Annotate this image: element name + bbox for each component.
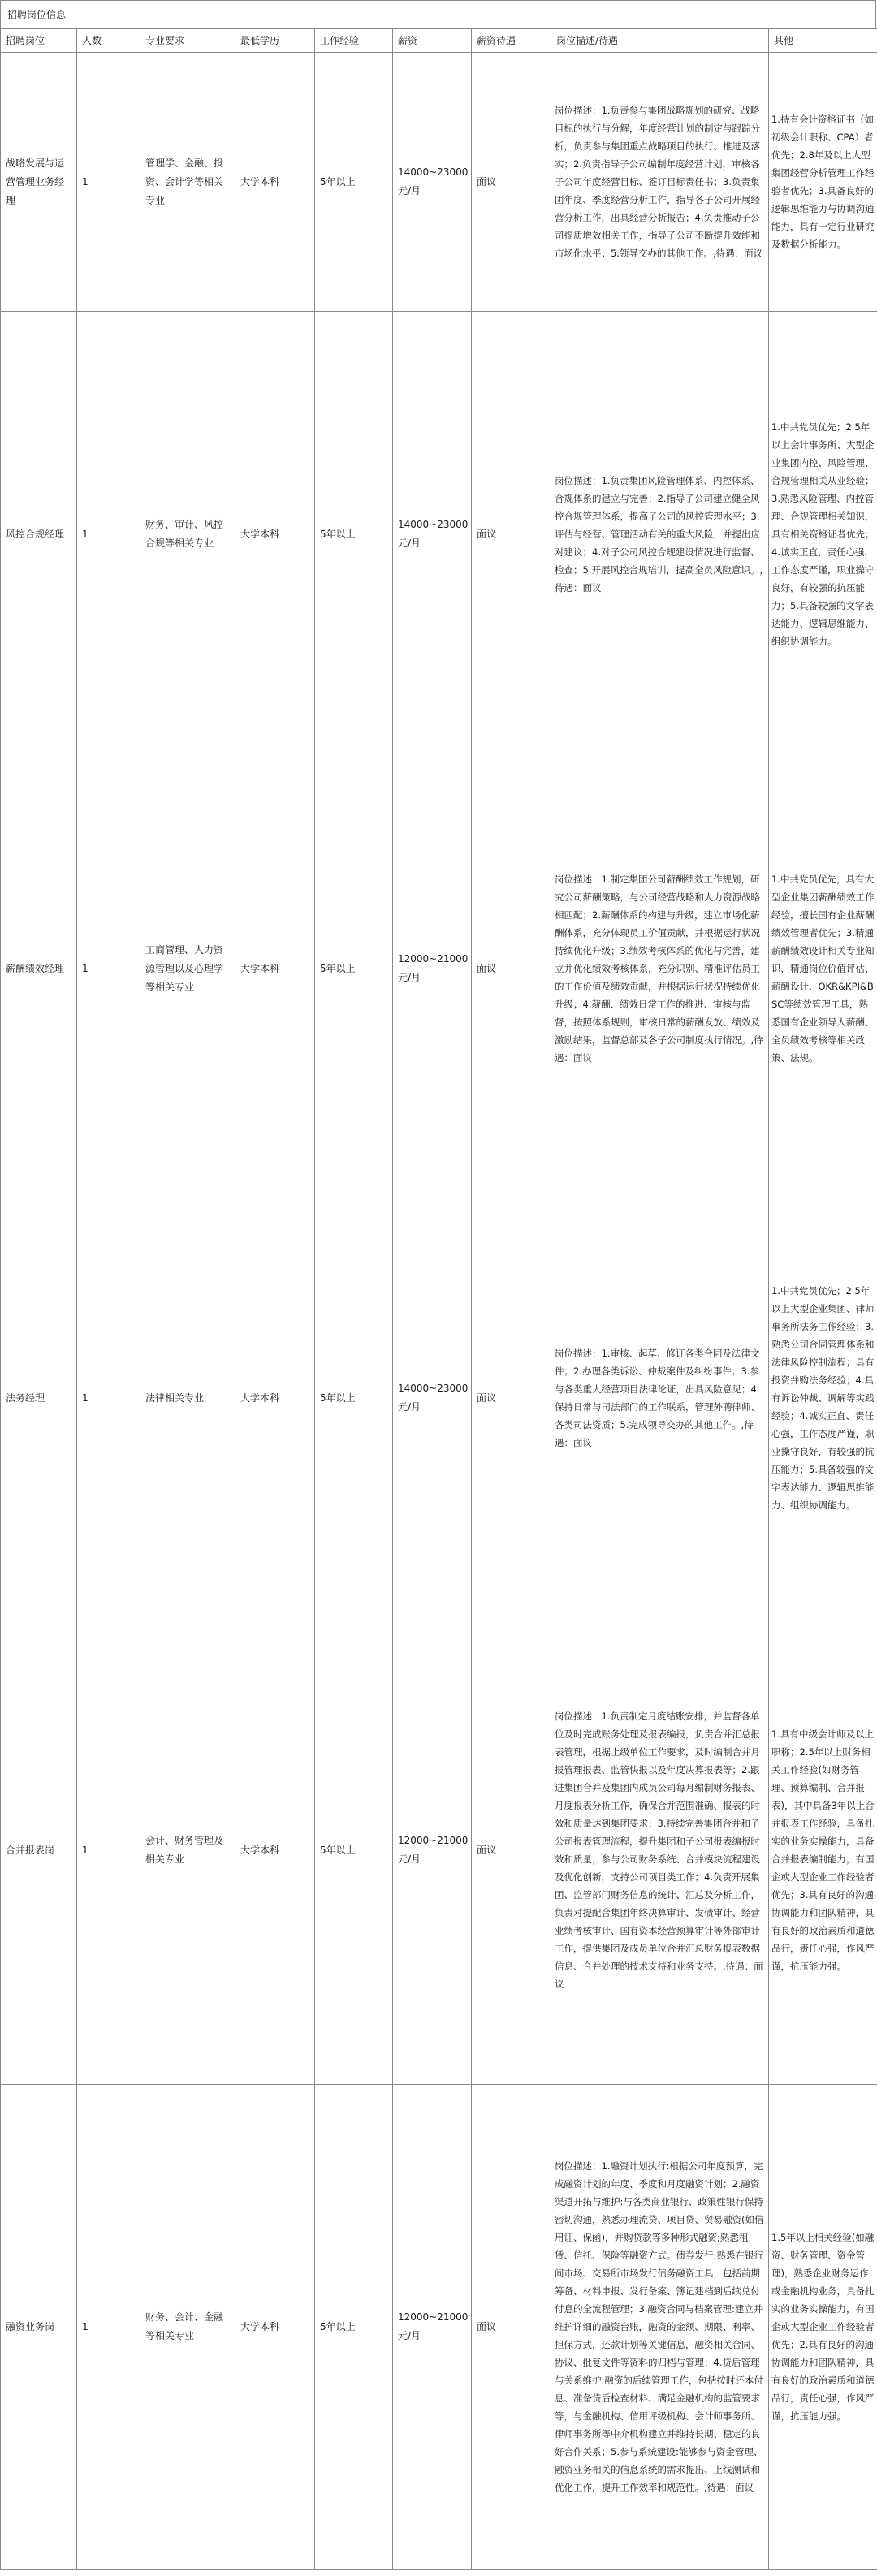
- header-description: 岗位描述/待遇: [551, 29, 769, 53]
- header-major: 专业要求: [140, 29, 235, 53]
- cell-salary: 12000~21000元/月: [393, 2085, 472, 2570]
- cell-treatment: 面议: [472, 1180, 551, 1616]
- cell-other: 1.持有会计资格证书（如初级会计职称、CPA）者优先；2.8年及以上大型集团经营分析管理工作经验者优先；3.具备良好的逻辑思维能力与协调沟通能力，具有一定行业研究及数据分析能力。: [769, 53, 877, 312]
- cell-experience: 5年以上: [315, 312, 393, 757]
- cell-major: 法律相关专业: [140, 1180, 235, 1616]
- cell-education: 大学本科: [235, 757, 315, 1180]
- table-row: [1, 1616, 877, 2085]
- cell-salary: 12000~21000元/月: [393, 1616, 472, 2085]
- cell-count: 1: [77, 2085, 140, 2570]
- header-position: 招聘岗位: [1, 29, 77, 53]
- cell-treatment: 面议: [472, 757, 551, 1180]
- cell-other: 1.中共党员优先；2.5年以上大型企业集团、律师事务所法务工作经验；3.熟悉公司合同管理体系和法律风险控制流程；具有投资并购法务经验；4.具有诉讼仲裁、调解等实践经验；4.诚实正直、责任心强，工作态度严谨，职业操守良好，有较强的抗压能力；5.具备较强的文字表达能力、逻辑思维能力、组织协调能力。: [769, 1180, 877, 1616]
- header-row: [1, 29, 877, 53]
- table-row: [1, 757, 877, 1180]
- cell-position: 薪酬绩效经理: [1, 757, 77, 1180]
- cell-experience: 5年以上: [315, 2085, 393, 2570]
- cell-treatment: 面议: [472, 1616, 551, 2085]
- cell-position: 战略发展与运营管理业务经理: [1, 53, 77, 312]
- cell-count: 1: [77, 1616, 140, 2085]
- cell-experience: 5年以上: [315, 1616, 393, 2085]
- cell-salary: 14000~23000元/月: [393, 312, 472, 757]
- header-experience: 工作经验: [315, 29, 393, 53]
- cell-count: 1: [77, 53, 140, 312]
- cell-treatment: 面议: [472, 312, 551, 757]
- cell-position: 融资业务岗: [1, 2085, 77, 2570]
- cell-other: 1.中共党员优先，具有大型企业集团薪酬绩效工作经验，擅长国有企业薪酬绩效管理者优先；3.精通薪酬绩效设计相关专业知识，精通岗位价值评估、薪酬设计、OKR&KPI&BSC等绩效管理工具，熟悉国有企业领导人薪酬、全员绩效考核等相关政策、法规。: [769, 757, 877, 1180]
- table-row: [1, 53, 877, 312]
- cell-major: 管理学、金融、投资、会计学等相关专业: [140, 53, 235, 312]
- cell-education: 大学本科: [235, 53, 315, 312]
- cell-count: 1: [77, 312, 140, 757]
- cell-major: 财务、会计、金融等相关专业: [140, 2085, 235, 2570]
- header-other: 其他: [769, 29, 877, 53]
- header-count: 人数: [77, 29, 140, 53]
- cell-count: 1: [77, 757, 140, 1180]
- cell-treatment: 面议: [472, 2085, 551, 2570]
- cell-position: 法务经理: [1, 1180, 77, 1616]
- cell-other: 1.具有中级会计师及以上职称；2.5年以上财务相关工作经验(如财务管理、预算编制、合并报表)，其中具备3年以上合并报表工作经验，具备扎实的业务实操能力，具备合并报表编制能力，有国企或大型企业工作经验者优先；3.具有良好的沟通协调能力和团队精神，具有良好的政治素质和道德品行，责任心强，作风严谨，抗压能力强。: [769, 1616, 877, 2085]
- cell-education: 大学本科: [235, 312, 315, 757]
- cell-treatment: 面议: [472, 53, 551, 312]
- cell-salary: 12000~21000元/月: [393, 757, 472, 1180]
- header-salary: 薪资: [393, 29, 472, 53]
- cell-other: 1.5年以上相关经验(如融资、财务管理、资金管理)，熟悉企业财务运作或金融机构业务，具备扎实的业务实操能力，有国企或大型企业工作经验者优先；2.具有良好的沟通协调能力和团队精神，具有良好的政治素质和道德品行，责任心强，作风严谨，抗压能力强。: [769, 2085, 877, 2570]
- cell-major: 会计、财务管理及相关专业: [140, 1616, 235, 2085]
- cell-experience: 5年以上: [315, 757, 393, 1180]
- cell-description: 岗位描述：1.负责参与集团战略规划的研究、战略目标的执行与分解，年度经营计划的制定与跟踪分析，负责参与集团重点战略项目的执行、推进及落实；2.负责指导子公司编制年度经营计划，审核各子公司年度经营目标、签订目标责任书；3.负责集团年度、季度经营分析工作，指导各子公司开展经营分析工作，出具经营分析报告；4.负责推动子公司提质增效相关工作，指导子公司不断提升效能和市场化水平；5.领导交办的其他工作。,待遇：面议: [551, 53, 769, 312]
- cell-description: 岗位描述：1.制定集团公司薪酬绩效工作规划，研究公司薪酬策略，与公司经营战略和人力资源战略相匹配；2.薪酬体系的构建与升级，建立市场化薪酬体系，充分体现员工价值贡献，并根据运行状况持续优化升级；3.绩效考核体系的优化与完善，建立并优化绩效考核体系，充分识别、精准评估员工的工作价值及绩效贡献，并根据运行状况持续优化升级；4.薪酬、绩效日常工作的推进、审核与监督，按照体系规则，审核日常的薪酬发放、绩效及激励结果，监督总部及各子公司制度执行情况。,待遇：面议: [551, 757, 769, 1180]
- cell-experience: 5年以上: [315, 1180, 393, 1616]
- cell-description: 岗位描述：1.负责制定月度结账安排，并监督各单位及时完成账务处理及报表编报，负责合并汇总报表管理，根据上级单位工作要求，及时编制合并月报管理报表、监管快报以及年度决算报表等；2.跟进集团合并及集团内成员公司每月编制财务报表、月度报表分析工作，确保合并范围准确、报表的时效和质量达到集团要求；3.持续完善集团合并和子公司报表管理流程，提升集团和子公司报表编报时效和质量，参与公司财务系统、合并模块流程建设及优化创新，支持公司项目类工作；4.负责开展集团、监管部门财务信息的统计、汇总及分析工作，负责对提配合集团年终决算审计、发债审计、经营业绩考核审计、国有资本经营预算审计等外部审计工作，提供集团及成员单位合并汇总财务报表数据信息、合并处理的技术支持和业务支持。,待遇：面议: [551, 1616, 769, 2085]
- header-education: 最低学历: [235, 29, 315, 53]
- cell-position: 风控合规经理: [1, 312, 77, 757]
- table-row: [1, 2085, 877, 2570]
- table-row: [1, 1180, 877, 1616]
- cell-description: 岗位描述：1.负责集团风险管理体系、内控体系、合规体系的建立与完善；2.指导子公司建立健全风控合规管理体系，提高子公司的风控管理水平；3.评估与经营、管理活动有关的重大风险，并提出应对建议；4.对子公司风控合规建设情况进行监督、检查；5.开展风控合规培训，提高全员风险意识。,待遇：面议: [551, 312, 769, 757]
- cell-salary: 14000~23000元/月: [393, 53, 472, 312]
- cell-education: 大学本科: [235, 2085, 315, 2570]
- cell-description: 岗位描述：1.审核、起草、修订各类合同及法律文件；2.办理各类诉讼、仲裁案件及纠纷事件；3.参与各类重大经营项目法律论证，出具风险意见；4.保持日常与司法部门的工作联系，管理外聘律师、各类司法资质；5.完成领导交办的其他工作。,待遇：面议: [551, 1180, 769, 1616]
- sheet-title: 招聘岗位信息: [0, 0, 876, 28]
- cell-other: 1.中共党员优先；2.5年以上会计事务所、大型企业集团内控、风险管理、合规管理相关从业经验；3.熟悉风险管理、内控管理、合规管理相关知识，具有相关资格证者优先；4.诚实正直，责任心强，工作态度严谨，职业操守良好，有较强的抗压能力；5.具备较强的文字表达能力、逻辑思维能力、组织协调能力。: [769, 312, 877, 757]
- cell-education: 大学本科: [235, 1180, 315, 1616]
- cell-position: 合并报表岗: [1, 1616, 77, 2085]
- cell-experience: 5年以上: [315, 53, 393, 312]
- cell-count: 1: [77, 1180, 140, 1616]
- cell-major: 工商管理、人力资源管理以及心理学等相关专业: [140, 757, 235, 1180]
- cell-description: 岗位描述：1.融资计划执行:根据公司年度预算，完成融资计划的年度、季度和月度融资计划；2.融资渠道开拓与维护:与各类商业银行、政策性银行保持密切沟通，熟悉办理流贷、项目贷、贸易融资(如信用证、保函)，并购贷款等多种形式融资;熟悉租赁、信托、保险等融资方式。债券发行:熟悉在银行间市场、交易所市场发行债务融资工具，包括前期筹备、材料申报、发行备案、簿记建档到后续兑付付息的全流程管理；3.融资合同与档案管理:建立并维护详细的融资台账，融资的金额、期限、利率、担保方式，还款计划等关键信息，融资相关合同、协议、批复文件等资料的归档与管理；4.贷后管理与关系维护:融资的后续管理工作，包括按时还本付息、准备贷后检查材料、满足金融机构的监管要求等，与金融机构、信用评级机构、会计师事务所、律师事务所等中介机构建立并维持长期、稳定的良好合作关系；5.参与系统建设:能够参与资金管理、融资业务相关的信息系统的需求提出、上线测试和优化工作，提升工作效率和规范性。,待遇：面议: [551, 2085, 769, 2570]
- header-treatment: 薪资待遇: [472, 29, 551, 53]
- job-table: [0, 28, 877, 2570]
- cell-major: 财务、审计、风控合规等相关专业: [140, 312, 235, 757]
- table-row: [1, 312, 877, 757]
- cell-salary: 14000~23000元/月: [393, 1180, 472, 1616]
- cell-education: 大学本科: [235, 1616, 315, 2085]
